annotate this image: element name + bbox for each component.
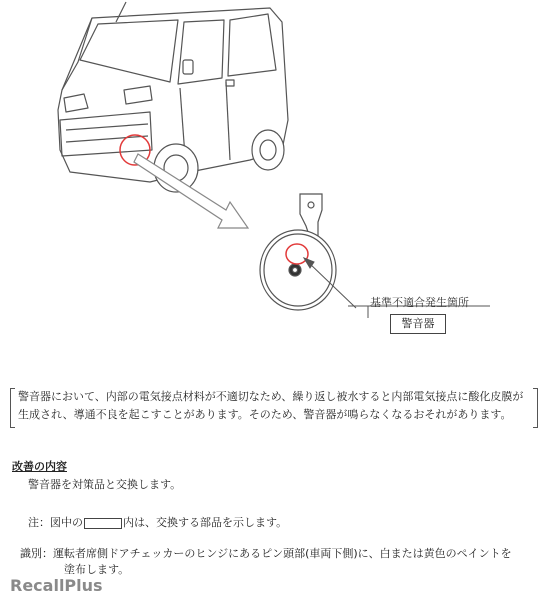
remedy-heading: 改善の内容	[12, 460, 67, 473]
remedy-text: 警音器を対策品と交換します。	[28, 478, 182, 491]
part-name-label: 警音器	[390, 314, 446, 334]
note-line	[28, 514, 287, 530]
identification-line-1: 識別：運転者席側ドアチェッカーのヒンジにあるピン頭部(車両下側)に、白または黄色のペイントを	[20, 547, 512, 560]
defect-location-label: 基準不適合発生箇所	[370, 296, 469, 309]
bracket-left	[10, 388, 15, 428]
identification-line-2: 塗布します。	[64, 563, 130, 576]
box-sample-icon	[84, 518, 122, 529]
note-suffix: 内は、交換する部品を示します。	[123, 516, 288, 529]
horn-drawing	[260, 194, 336, 310]
defect-text: 警音器において、内部の電気接点材料が不適切なため、繰り返し被水すると内部電気接点に酸化皮膜が生成され、導通不良を起こすことがあります。そのため、警音器が鳴らなくなるおそれがあります。	[18, 390, 524, 421]
bracket-right	[533, 388, 538, 428]
defect-description	[10, 388, 538, 424]
watermark-logo: RecallPlus	[10, 576, 103, 595]
note-prefix: 注：図中の	[28, 516, 83, 529]
van-drawing	[58, 2, 288, 192]
